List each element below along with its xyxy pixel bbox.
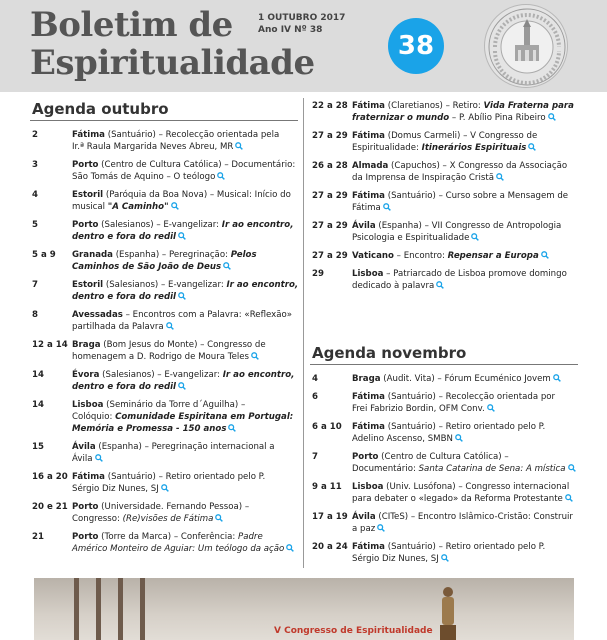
october-continued-entry-date: 27 a 29 — [312, 191, 348, 201]
title-line-2: Espiritualidade — [30, 43, 315, 83]
october-entry-date: 4 — [32, 190, 38, 200]
october-continued-entry-text: Fátima (Domus Carmeli) – V Congresso de Espiritualidade: Itinerários Espirituais — [352, 131, 538, 153]
november-entry-date: 20 a 24 — [312, 542, 348, 552]
october-title-rule — [30, 120, 298, 121]
october-entry-date: 14 — [32, 400, 44, 410]
october-entry-text: Braga (Bom Jesus do Monte) – Congresso de homenagem a D. Rodrigo de Moura Teles — [72, 340, 266, 362]
october-agenda-title: Agenda outubro — [32, 100, 169, 118]
november-entry-text: Braga (Audit. Vita) – Fórum Ecuménico Jovem — [352, 373, 582, 385]
info-link-icon[interactable] — [383, 203, 391, 211]
info-link-icon[interactable] — [178, 382, 186, 390]
november-entry-date: 17 a 19 — [312, 512, 348, 522]
fatima-seal-logo — [484, 4, 568, 88]
october-entry-text: Estoril (Salesianos) – E-vangelizar: Ir ao encontro, dentro e fora do redil — [72, 280, 299, 302]
info-link-icon[interactable] — [161, 484, 169, 492]
issue-number-badge: 38 — [388, 18, 444, 74]
october-entry-text: Fátima (Santuário) – Recolecção orientada pela Ir.ª Raula Margarida Neves Abreu, MR — [72, 130, 280, 152]
october-entry-date: 14 — [32, 370, 44, 380]
info-link-icon[interactable] — [217, 172, 225, 180]
info-link-icon[interactable] — [171, 202, 179, 210]
info-link-icon[interactable] — [178, 292, 186, 300]
issue-number-label: Ano IV Nº 38 — [258, 25, 323, 35]
october-continued-entry-date: 27 a 29 — [312, 221, 348, 231]
november-entry-text: Porto (Centro de Cultura Católica) – Documentário: Santa Catarina de Sena: A mística — [352, 451, 582, 475]
info-link-icon[interactable] — [286, 544, 294, 552]
info-link-icon[interactable] — [548, 113, 556, 121]
october-entry-date: 21 — [32, 532, 44, 542]
info-link-icon[interactable] — [228, 424, 236, 432]
issue-date: 1 OUTUBRO 2017 — [258, 13, 346, 23]
info-link-icon[interactable] — [251, 352, 259, 360]
october-entry-date: 7 — [32, 280, 38, 290]
october-entry-text: Lisboa (Seminário da Torre d´Aguilha) – Colóquio: Comunidade Espiritana em Portugal: Memória e Promessa - 150 anos — [72, 400, 294, 434]
october-continued-entry-date: 26 a 28 — [312, 161, 348, 171]
congress-photo — [34, 578, 574, 640]
info-link-icon[interactable] — [455, 434, 463, 442]
october-continued-entry-text: Lisboa – Patriarcado de Lisboa promove domingo dedicado à palavra — [352, 269, 567, 291]
info-link-icon[interactable] — [215, 514, 223, 522]
october-entry-text: Porto (Centro de Cultura Católica) – Documentário: São Tomás de Aquino – O teólogo — [72, 160, 296, 182]
october-entry-date: 15 — [32, 442, 44, 452]
october-continued-entry-text: Almada (Capuchos) – X Congresso da Associação da Imprensa de Inspiração Cristã — [352, 161, 568, 183]
info-link-icon[interactable] — [541, 251, 549, 259]
october-continued-entry-text: Vaticano – Encontro: Repensar a Europa — [352, 250, 582, 262]
november-entry-text: Fátima (Santuário) – Retiro orientado pelo P. Sérgio Diz Nunes, SJ — [352, 542, 546, 564]
info-link-icon[interactable] — [528, 143, 536, 151]
october-continued-entry-date: 27 a 29 — [312, 251, 348, 261]
november-entry-date: 9 a 11 — [312, 482, 342, 492]
info-link-icon[interactable] — [553, 374, 561, 382]
october-entry-date: 2 — [32, 130, 38, 140]
october-entry-text: Estoril (Paróquia da Boa Nova) – Musical: Início do musical "A Caminho" — [72, 190, 291, 212]
info-link-icon[interactable] — [568, 464, 576, 472]
october-continued-entry-date: 27 a 29 — [312, 131, 348, 141]
october-continued-entry-text: Ávila (Espanha) – VII Congresso de Antropologia Psicologia e Espiritualidade — [352, 221, 562, 243]
title-line-1: Boletim de — [30, 5, 233, 45]
info-link-icon[interactable] — [95, 454, 103, 462]
october-entry-date: 20 e 21 — [32, 502, 68, 512]
october-continued-entry-text: Fátima (Santuário) – Curso sobre a Mensagem de Fátima — [352, 191, 569, 213]
october-continued-entry-text: Fátima (Claretianos) – Retiro: Vida Fraterna para fraternizar o mundo – P. Abílio Pina Ribeiro — [352, 101, 574, 123]
photo-caption: V Congresso de Espiritualidade — [274, 626, 433, 636]
october-entry-text: Avessadas – Encontros com a Palavra: «Reflexão» partilhada da Palavra — [72, 310, 292, 332]
october-entry-text: Ávila (Espanha) – Peregrinação internacional a Ávila — [72, 442, 275, 464]
november-entry-date: 4 — [312, 374, 318, 384]
header-band — [0, 0, 607, 92]
info-link-icon[interactable] — [166, 322, 174, 330]
statue-icon — [434, 584, 462, 640]
october-entry-text: Fátima (Santuário) – Retiro orientado pelo P. Sérgio Diz Nunes, SJ — [72, 472, 266, 494]
october-entry-text: Porto (Universidade. Fernando Pessoa) – Congresso: (Re)visões de Fátima — [72, 502, 250, 524]
issue-info — [258, 12, 345, 36]
october-entry-text: Évora (Salesianos) – E-vangelizar: Ir ao encontro, dentro e fora do redil — [72, 370, 295, 392]
info-link-icon[interactable] — [178, 232, 186, 240]
october-entry-text: Granada (Espanha) – Peregrinação: Pelos Caminhos de São João de Deus — [72, 250, 257, 272]
info-link-icon[interactable] — [377, 524, 385, 532]
info-link-icon[interactable] — [487, 404, 495, 412]
november-entry-date: 7 — [312, 452, 318, 462]
november-entry-text: Fátima (Santuário) – Recolecção orientada por Frei Fabrizio Bordin, OFM Conv. — [352, 392, 556, 414]
october-entry-date: 3 — [32, 160, 38, 170]
october-entry-text: Porto (Salesianos) – E-vangelizar: Ir ao encontro, dentro e fora do redil — [72, 220, 294, 242]
info-link-icon[interactable] — [471, 233, 479, 241]
info-link-icon[interactable] — [496, 173, 504, 181]
november-entry-text: Fátima (Santuário) – Retiro orientado pelo P. Adelino Ascenso, SMBN — [352, 422, 546, 444]
october-entry-date: 12 a 14 — [32, 340, 68, 350]
november-entry-date: 6 — [312, 392, 318, 402]
october-entry-date: 8 — [32, 310, 38, 320]
info-link-icon[interactable] — [565, 494, 573, 502]
november-title-rule — [310, 364, 578, 365]
october-entry-date: 5 a 9 — [32, 250, 56, 260]
info-link-icon[interactable] — [223, 262, 231, 270]
info-link-icon[interactable] — [436, 281, 444, 289]
october-continued-entry-date: 29 — [312, 269, 324, 279]
november-agenda-title: Agenda novembro — [312, 344, 467, 362]
november-entry-text: Lisboa (Univ. Lusófona) – Congresso internacional para debater o «legado» da Reforma Protestante — [352, 481, 582, 505]
november-entry-text: Ávila (CITeS) – Encontro Islâmico-Cristão: Construir a paz — [352, 512, 573, 534]
seal-graphic — [485, 5, 569, 89]
october-entry-date: 16 a 20 — [32, 472, 68, 482]
info-link-icon[interactable] — [235, 142, 243, 150]
october-entry-text: Porto (Torre da Marca) – Conferência: Padre Américo Monteiro de Aguiar: Um teólogo da ação — [72, 531, 302, 555]
info-link-icon[interactable] — [441, 554, 449, 562]
november-entry-date: 6 a 10 — [312, 422, 342, 432]
october-continued-entry-date: 22 a 28 — [312, 101, 348, 111]
october-entry-date: 5 — [32, 220, 38, 230]
column-divider — [303, 98, 304, 568]
